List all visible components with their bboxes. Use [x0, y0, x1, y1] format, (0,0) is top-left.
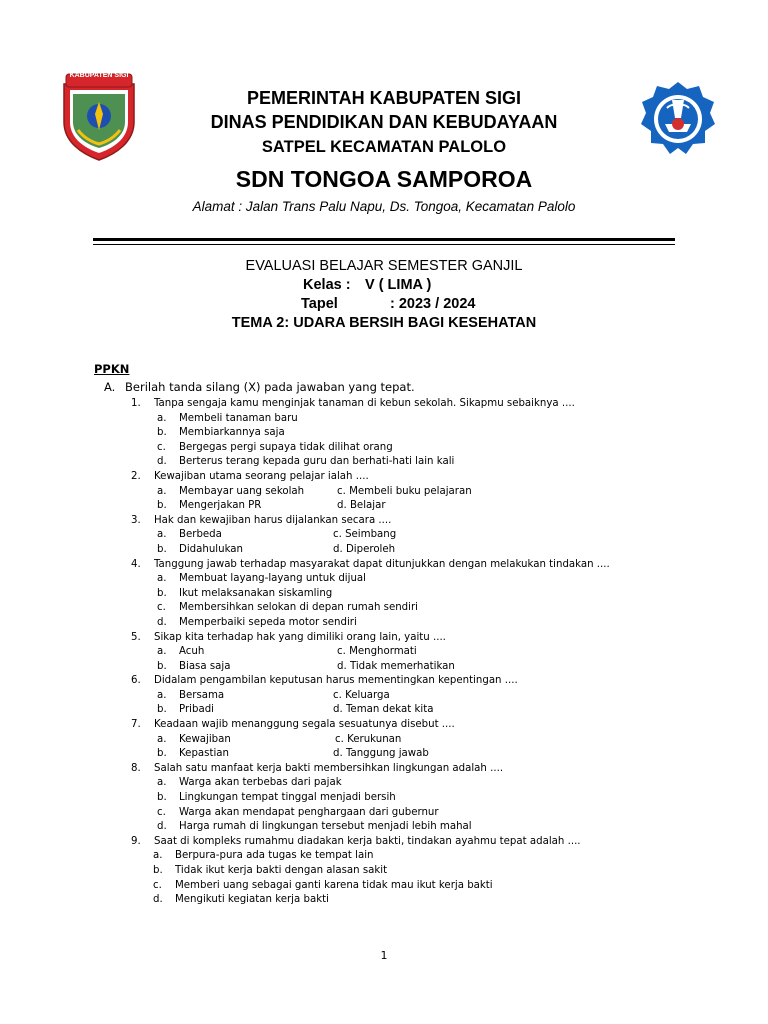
option-text: d. Tanggung jawab [333, 748, 429, 760]
question-text: Tanpa sengaja kamu menginjak tanaman di kebun sekolah. Sikapmu sebaiknya .... [154, 398, 575, 409]
option-letter: b. [157, 587, 167, 599]
option-text: Memperbaiki sepeda motor sendiri [179, 616, 357, 628]
option-text: c. Seimbang [333, 529, 397, 541]
header-rule-thick [93, 238, 675, 241]
option-letter: a. [157, 646, 167, 658]
option-letter: a. [157, 412, 167, 424]
tapel-label: Tapel [301, 296, 338, 312]
question-number: 5. [131, 631, 141, 643]
option-text: Membersihkan selokan di depan rumah sendiri [179, 602, 418, 614]
question-number: 9. [131, 835, 141, 847]
option-letter: d. [157, 616, 167, 628]
option-text: Tidak ikut kerja bakti dengan alasan sakit [175, 865, 388, 876]
option-text: d. Belajar [337, 500, 386, 512]
option-letter: b. [153, 865, 163, 876]
question-text: Didalam pengambilan keputusan harus mementingkan kepentingan .... [154, 675, 518, 687]
option-letter: b. [157, 543, 167, 555]
tema-title: TEMA 2: UDARA BERSIH BAGI KESEHATAN [231, 315, 537, 331]
option-letter: a. [157, 485, 167, 497]
exam-title: EVALUASI BELAJAR SEMESTER GANJIL [245, 258, 523, 274]
question-item [131, 835, 731, 908]
option-letter: b. [157, 704, 167, 716]
question-number: 8. [131, 762, 141, 774]
option-text: d. Tidak memerhatikan [337, 660, 455, 672]
option-text: Kewajiban [179, 733, 231, 745]
option-text: Memberi uang sebagai ganti karena tidak mau ikut kerja bakti [175, 879, 493, 891]
option-text: Biasa saja [179, 660, 231, 672]
option-letter: b. [157, 500, 167, 512]
question-item [131, 514, 731, 558]
logo-caption: KABUPATEN SIGI [69, 72, 129, 79]
option-text: Bergegas pergi supaya tidak dilihat orang [179, 441, 393, 453]
question-text: Kewajiban utama seorang pelajar ialah .... [154, 470, 369, 482]
question-list [131, 397, 731, 908]
option-text: Membiarkannya saja [179, 427, 285, 439]
question-item [131, 718, 731, 762]
option-letter: a. [157, 529, 167, 541]
question-number: 3. [131, 514, 141, 526]
tapel-value: : 2023 / 2024 [390, 296, 476, 312]
option-text: c. Keluarga [333, 689, 390, 701]
school-address: Alamat : Jalan Trans Palu Napu, Ds. Tongoa, Kecamatan Palolo [192, 199, 576, 214]
option-letter: a. [157, 733, 167, 745]
option-letter: d. [157, 821, 167, 833]
option-text: c. Kerukunan [335, 733, 402, 745]
option-text: Membuat layang-layang untuk dijual [179, 573, 366, 585]
question-text: Salah satu manfaat kerja bakti membersihkan lingkungan adalah .... [154, 762, 504, 774]
option-text: d. Teman dekat kita [333, 704, 434, 716]
satpel-line: SATPEL KECAMATAN PALOLO [261, 138, 507, 156]
option-letter: a. [153, 850, 163, 862]
department-line: DINAS PENDIDIKAN DAN KEBUDAYAAN [210, 112, 558, 132]
option-text: Berpura-pura ada tugas ke tempat lain [175, 850, 374, 862]
page-number: 1 [380, 949, 388, 962]
option-text: Berterus terang kepada guru dan berhati-hati lain kali [179, 456, 455, 468]
option-text: c. Membeli buku pelajaran [337, 485, 472, 497]
option-letter: c. [157, 806, 166, 818]
option-text: Acuh [179, 646, 205, 658]
question-item [131, 397, 731, 470]
question-item [131, 762, 731, 835]
option-letter: d. [157, 456, 167, 468]
option-letter: d. [153, 894, 163, 906]
question-number: 2. [131, 470, 141, 482]
question-text: Saat di kompleks rumahmu diadakan kerja bakti, tindakan ayahmu tepat adalah .... [154, 835, 581, 847]
option-text: Mengikuti kegiatan kerja bakti [175, 894, 329, 906]
option-text: Mengerjakan PR [179, 500, 262, 512]
instruction-letter: A. [104, 380, 116, 394]
option-letter: a. [157, 689, 167, 701]
option-text: Membeli tanaman baru [179, 412, 298, 424]
option-letter: c. [157, 441, 166, 453]
option-text: Lingkungan tempat tinggal menjadi bersih [179, 792, 396, 804]
kelas-label: Kelas : [303, 277, 351, 293]
question-number: 4. [131, 558, 141, 570]
question-number: 1. [131, 398, 141, 409]
question-text: Keadaan wajib menanggung segala sesuatunya disebut .... [154, 719, 455, 731]
option-text: d. Diperoleh [333, 543, 396, 555]
question-item [131, 470, 731, 514]
option-text: Ikut melaksanakan siskamling [179, 587, 333, 599]
option-text: c. Menghormati [337, 646, 417, 658]
option-letter: b. [157, 660, 167, 672]
option-letter: b. [157, 748, 167, 760]
kelas-value: V ( LIMA ) [365, 277, 432, 293]
option-letter: a. [157, 573, 167, 585]
option-text: Membayar uang sekolah [179, 485, 305, 497]
school-name: SDN TONGOA SAMPOROA [235, 166, 533, 192]
option-text: Warga akan terbebas dari pajak [179, 777, 342, 789]
instruction-text: Berilah tanda silang (X) pada jawaban yang tepat. [125, 380, 415, 394]
header-rule-thin [93, 244, 675, 245]
question-item [131, 674, 731, 718]
option-letter: b. [157, 792, 167, 804]
option-text: Berbeda [179, 529, 222, 541]
option-text: Harga rumah di lingkungan tersebut menjadi lebih mahal [179, 821, 472, 833]
question-text: Sikap kita terhadap hak yang dimiliki orang lain, yaitu .... [154, 631, 446, 643]
option-text: Warga akan mendapat penghargaan dari gubernur [179, 806, 439, 818]
question-text: Hak dan kewajiban harus dijalankan secara .... [154, 514, 392, 526]
option-text: Pribadi [179, 704, 214, 716]
option-letter: c. [153, 879, 162, 891]
question-item [131, 558, 731, 631]
instruction [104, 380, 415, 394]
question-text: Tanggung jawab terhadap masyarakat dapat ditunjukkan dengan melakukan tindakan .... [154, 558, 610, 570]
question-number: 6. [131, 675, 141, 687]
question-number: 7. [131, 719, 141, 731]
option-text: Didahulukan [179, 543, 244, 555]
option-text: Kepastian [179, 748, 229, 760]
question-item [131, 631, 731, 675]
option-letter: b. [157, 427, 167, 439]
option-text: Bersama [179, 689, 225, 701]
government-line: PEMERINTAH KABUPATEN SIGI [246, 88, 521, 108]
section-title: PPKN [94, 362, 130, 376]
option-letter: c. [157, 602, 166, 614]
option-letter: a. [157, 777, 167, 789]
